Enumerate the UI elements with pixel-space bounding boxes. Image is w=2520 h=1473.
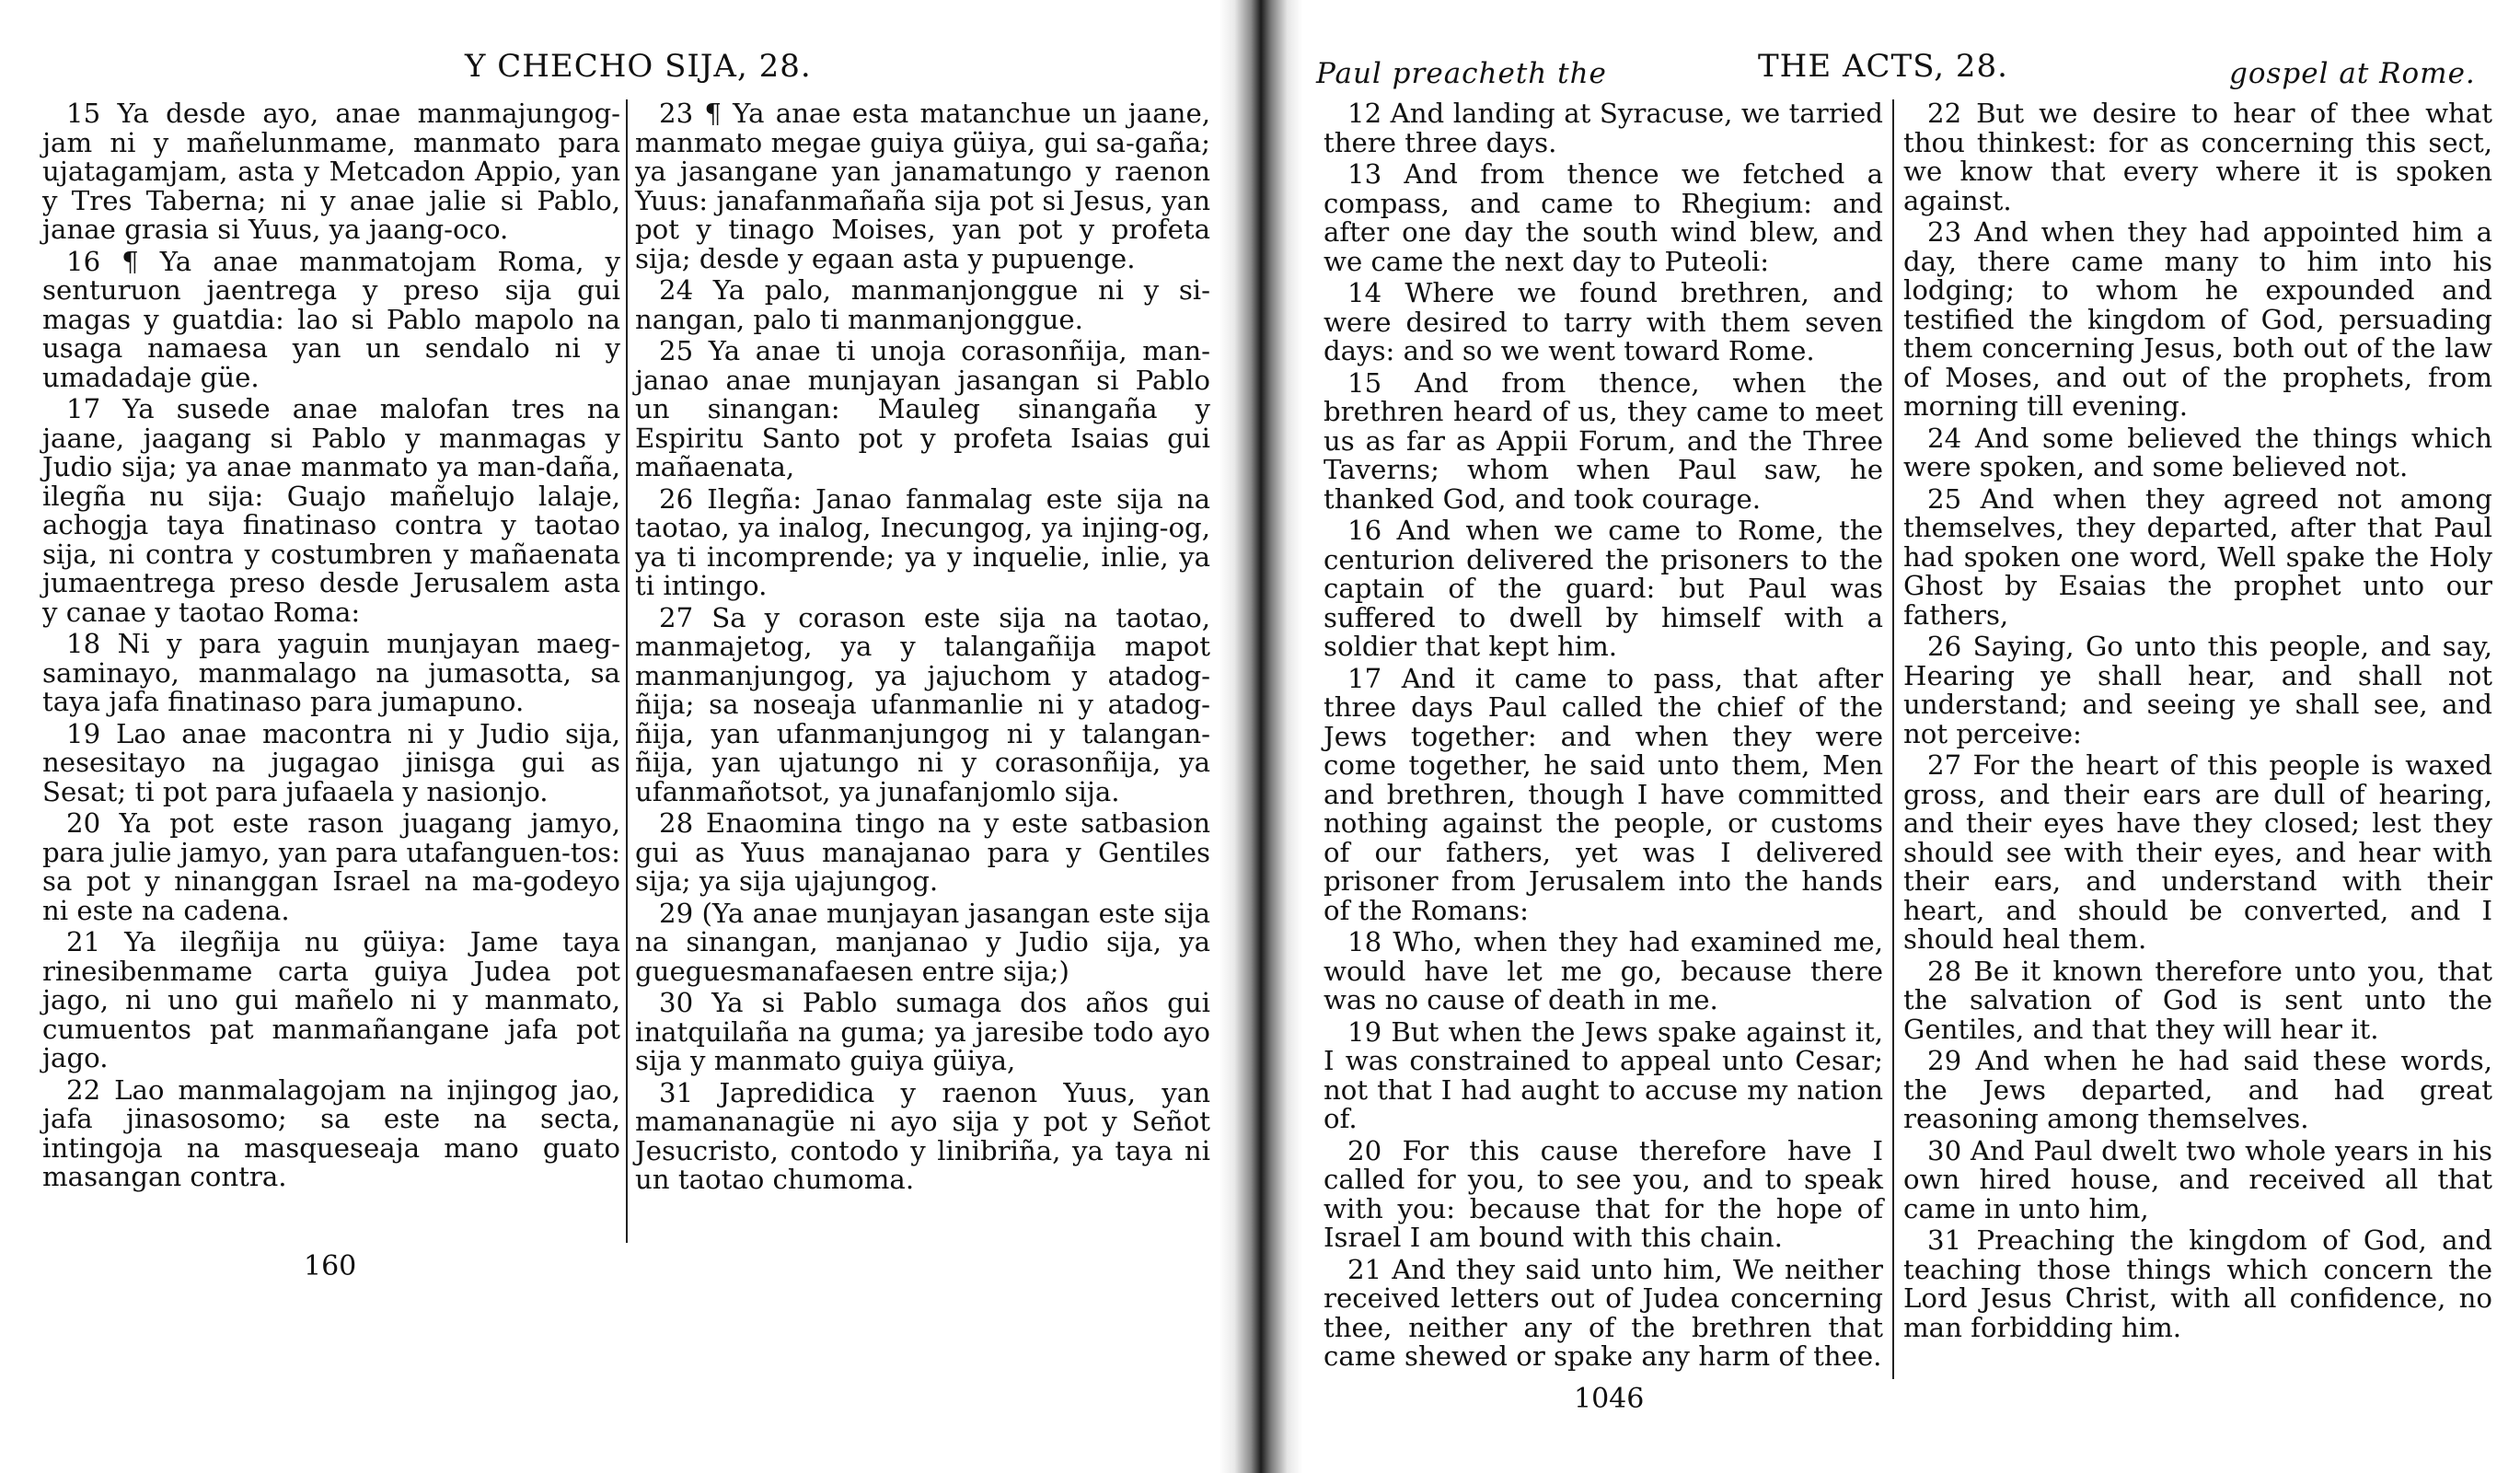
left-column-divider (626, 99, 628, 1243)
left-column-2 (635, 99, 1210, 1198)
verse: 25 Ya anae ti unoja corasonñija, man-janao anae munjayan jasangan si Pablo un sinangan: Mauleg sinangaña y Espiritu Santo pot y profeta Isaias gui mañaenata, (635, 335, 1210, 482)
verse: 19 But when the Jews spake against it, I was constrained to appeal unto Cesar; not that I had aught to accuse my nation of. (1324, 1015, 1883, 1134)
left-page (0, 0, 1233, 1473)
verse: 28 Be it known therefore unto you, that the salvation of God is sent unto the Gentiles, and that they will hear it. (1903, 955, 2492, 1045)
verse: 29 (Ya anae munjayan jasangan este sija na sinangan, manjanao y Judio sija, ya gueguesmanafaesen entre sija;) (635, 897, 1210, 987)
right-running-header: THE ACTS, 28. (1758, 48, 2008, 85)
verse: 22 But we desire to hear of thee what thou thinkest: for as concerning this sect, we know that every where it is spoken against. (1903, 98, 2492, 216)
verse: 23 ¶ Ya anae esta matanchue un jaane, manmato megae guiya güiya, gui sa-gaña; ya jasangane yan janamatungo y raenon Yuus: janafanmañaña sija pot si Jesus, yan pot y tinago Moises, yan pot y profeta sija; desde y egaan asta y pupuenge. (635, 98, 1210, 274)
right-header-left: Paul preacheth the (1316, 57, 1607, 90)
verse: 19 Lao anae macontra ni y Judio sija, nesesitayo na jugagao jinisga gui as Sesat; ti pot para jufaaela y nasionjo. (42, 717, 620, 807)
verse: 29 And when he had said these words, the Jews departed, and had great reasoning among themselves. (1903, 1045, 2492, 1134)
verse: 30 Ya si Pablo sumaga dos años gui inatquilaña na guma; ya jaresibe todo ayo sija y manmato guiya güiya, (635, 987, 1210, 1076)
verse: 25 And when they agreed not among themselves, they departed, after that Paul had spoken one word, Well spake the Holy Ghost by Esaias the prophet unto our fathers, (1903, 482, 2492, 631)
verse: 21 And they said unto him, We neither received letters out of Judea concerning thee, neither any of the brethren that came shewed or spake any harm of thee. (1324, 1253, 1883, 1372)
verse: 31 Japredidica y raenon Yuus, yan mamananagüe ni ayo sija y pot y Señot Jesucristo, contodo y linibriña, ya taya ni un taotao chumoma. (635, 1076, 1210, 1195)
left-running-header: Y CHECHO SIJA, 28. (465, 48, 812, 85)
verse: 22 Lao manmalagojam na injingog jao, jafa jinasosomo; sa este na secta, intingoja na masqueseaja mano guato masangan contra. (42, 1073, 620, 1192)
verse: 16 And when we came to Rome, the centurion delivered the prisoners to the captain of the guard: but Paul was suffered to dwell by himself with a soldier that kept him. (1324, 515, 1883, 662)
right-column-divider (1892, 99, 1894, 1379)
verse: 20 Ya pot este rason juagang jamyo, para julie jamyo, yan para utafanguen-tos: sa pot y ninanggan Israel na ma-godeyo ni este na cadena. (42, 807, 620, 926)
verse: 16 ¶ Ya anae manmatojam Roma, y senturuon jaentrega y preso sija gui magas y guatdia: lao si Pablo mapolo na usaga namaesa yan un sendalo ni y umadadaje güe. (42, 245, 620, 393)
verse: 20 For this cause therefore have I called for you, to see you, and to speak with you: because that for the hope of Israel I am bound with this chain. (1324, 1134, 1883, 1253)
right-column-1 (1324, 99, 1883, 1374)
right-column-2 (1903, 99, 2492, 1345)
right-page-number: 1046 (1574, 1383, 1645, 1415)
verse: 23 And when they had appointed him a day, there came many to him into his lodging; to whom he expounded and testified the kingdom of God, persuading them concerning Jesus, both out of the law of Moses, and out of the prophets, from morning till evening. (1903, 216, 2492, 422)
verse: 18 Ni y para yaguin munjayan maeg-saminayo, manmalago na jumasotta, sa taya jafa finatinaso para jumapuno. (42, 628, 620, 717)
verse: 30 And Paul dwelt two whole years in his own hired house, and received all that came in unto him, (1903, 1134, 2492, 1224)
right-header-right: gospel at Rome. (2229, 57, 2476, 90)
verse: 26 Ilegña: Janao fanmalag este sija na taotao, ya inalog, Inecungog, ya injing-og, ya ti incomprende; ya y inquelie, inlie, ya ti intingo. (635, 482, 1210, 601)
left-column-1 (42, 99, 620, 1195)
verse: 13 And from thence we fetched a compass, and came to Rhegium: and after one day the south wind blew, and we came the next day to Puteoli: (1324, 158, 1883, 277)
verse: 27 For the heart of this people is waxed gross, and their ears are dull of hearing, and their eyes have they closed; lest they should see with their eyes, and hear with their ears, and understand with their heart, and should be converted, and I should heal them. (1903, 749, 2492, 955)
verse: 14 Where we found brethren, and were desired to tarry with them seven days: and so we went toward Rome. (1324, 277, 1883, 366)
verse: 17 Ya susede anae malofan tres na jaane, jaagang si Pablo y manmagas y Judio sija; ya anae manmato ya man-daña, ilegña nu sija: Guajo mañelujo lalaje, achogja taya finatinaso contra y taotao sija, ni contra y costumbren y mañaenata jumaentrega preso desde Jerusalem asta y canae y taotao Roma: (42, 393, 620, 628)
verse: 28 Enaomina tingo na y este satbasion gui as Yuus manajanao para y Gentiles sija; ya sija ujajungog. (635, 807, 1210, 897)
verse: 21 Ya ilegñija nu güiya: Jame taya rinesibenmame carta guiya Judea pot jago, ni uno gui mañelo ni y manmato, cumuentos pat manmañangane jafa pot jago. (42, 926, 620, 1073)
left-page-number: 160 (304, 1250, 357, 1282)
verse: 24 Ya palo, manmanjonggue ni y si-nangan, palo ti manmanjonggue. (635, 274, 1210, 335)
verse: 24 And some believed the things which were spoken, and some believed not. (1903, 422, 2492, 482)
verse: 15 Ya desde ayo, anae manmajungog-jam ni y mañelunmame, manmato para ujatagamjam, asta y Metcadon Appio, yan y Tres Taberna; ni y anae jalie si Pablo, janae grasia si Yuus, ya jaang-oco. (42, 98, 620, 245)
verse: 18 Who, when they had examined me, would have let me go, because there was no cause of death in me. (1324, 926, 1883, 1015)
verse: 26 Saying, Go unto this people, and say, Hearing ye shall hear, and shall not understand; and seeing ye shall see, and not perceive: (1903, 631, 2492, 749)
right-page (1261, 0, 2520, 1473)
verse: 17 And it came to pass, that after three days Paul called the chief of the Jews together: and when they were come together, he said unto them, Men and brethren, though I have committed nothing against the people, or customs of our fathers, yet was I delivered prisoner from Jerusalem into the hands of the Romans: (1324, 662, 1883, 926)
verse: 15 And from thence, when the brethren heard of us, they came to meet us as far as Appii Forum, and the Three Taverns; whom when Paul saw, he thanked God, and took courage. (1324, 366, 1883, 515)
verse: 31 Preaching the kingdom of God, and teaching those things which concern the Lord Jesus Christ, with all confidence, no man forbidding him. (1903, 1224, 2492, 1343)
verse: 27 Sa y corason este sija na taotao, manmajetog, ya y talangañija mapot manmanjungog, ya jajuchom y atadog-ñija; sa noseaja ufanmanlie ni y atadog-ñija, yan ufanmanjungog ni y talangan-ñija, yan ujatungo ni y corasonñija, ya ufanmañotsot, ya junafanjomlo sija. (635, 601, 1210, 807)
verse: 12 And landing at Syracuse, we tarried there three days. (1324, 98, 1883, 158)
